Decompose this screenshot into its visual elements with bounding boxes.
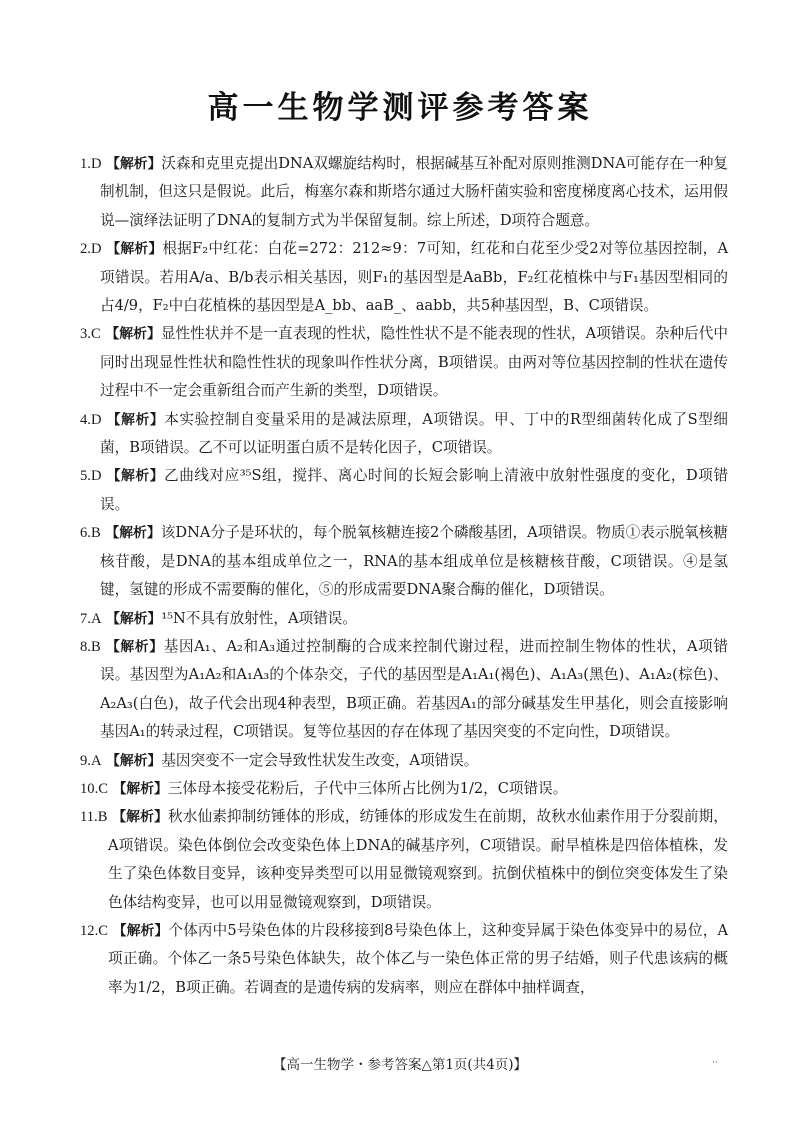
analysis-tag: 【解析】 (112, 809, 169, 826)
answer-list (80, 150, 728, 1002)
answer-text: 三体母本接受花粉后，子代中三体所占比例为1/2，C项错误。 (167, 779, 568, 797)
analysis-tag: 【解析】 (106, 156, 162, 172)
answer-item-3 (80, 320, 728, 405)
answer-text: 个体丙中5号染色体的片段移接到8号染色体上，这种变异属于染色体变异中的易位，A项正确。个体乙一条5号染色体缺失，故个体乙与一染色体正常的男子结婚，则子代患该病的概率为1/2，B项正确。若调查的是遗传病的发病率，则应在群体中抽样调查， (108, 921, 728, 996)
answer-number: 10.C (80, 780, 108, 797)
answer-text: 秋水仙素抑制纺锤体的形成，纺锤体的形成发生在前期，故秋水仙素作用于分裂前期，A项错误。染色体倒位会改变染色体上DNA的碱基序列，C项错误。耐旱植株是四倍体植株，发生了染色体数目变异，该种变异类型可以用显微镜观察到。抗倒伏植株中的倒位突变体发生了染色体结构变异，也可以用显微镜观察到，D项错误。 (108, 808, 729, 911)
answer-item-1 (80, 150, 728, 235)
page-footer: 【高一生物学・参考答案△第1页(共4页)】 (272, 1057, 528, 1073)
answer-item-4 (80, 406, 728, 463)
corner-mark: ·· (712, 1058, 718, 1068)
answer-number: 2.D (80, 241, 102, 258)
answer-item-6 (80, 519, 728, 604)
analysis-tag: 【解析】 (105, 638, 164, 655)
answer-text: 本实验控制自变量采用的是减法原理，A项错误。甲、丁中的R型细菌转化成了S型细菌，B项错误。乙不可以证明蛋白质不是转化因子，C项错误。 (100, 410, 729, 457)
analysis-tag: 【解析】 (112, 780, 168, 797)
answer-number: 8.B (80, 638, 101, 655)
answer-item-5 (80, 462, 728, 519)
analysis-tag: 【解析】 (106, 752, 162, 769)
answer-text: 基因突变不一定会导致性状发生改变，A项错误。 (161, 751, 479, 769)
answer-text: 显性性状并不是一直表现的性状，隐性性状不是不能表现的性状，A项错误。杂种后代中同时出现显性性状和隐性性状的现象叫作性状分离，B项错误。由两对等位基因控制的性状在遗传过程中不一定会重新组合而产生新的类型，D项错误。 (100, 325, 729, 400)
analysis-tag: 【解析】 (112, 922, 169, 939)
answer-text: ¹⁵N不具有放射性，A项错误。 (161, 609, 357, 627)
answer-item-12 (80, 917, 728, 1002)
analysis-tag: 【解析】 (106, 241, 163, 258)
answer-item-10 (80, 775, 728, 803)
answer-number: 4.D (80, 411, 102, 428)
analysis-tag: 【解析】 (105, 326, 161, 343)
answer-text: 该DNA分子是环状的，每个脱氧核糖连接2个磷酸基团，A项错误。物质①表示脱氧核糖核苷酸，是DNA的基本组成单位之一，RNA的基本组成单位是核糖核苷酸，C项错误。④是氢键，氢键的形成不需要酶的催化，⑤的形成需要DNA聚合酶的催化，D项错误。 (100, 524, 729, 599)
answer-number: 3.C (80, 326, 101, 343)
analysis-tag: 【解析】 (106, 468, 165, 485)
answer-item-8 (80, 633, 728, 747)
answer-number: 9.A (80, 752, 102, 769)
answer-item-9 (80, 747, 728, 775)
answer-text: 基因A₁、A₂和A₃通过控制酶的合成来控制代谢过程，进而控制生物体的性状，A项错误。基因型为A₁A₂和A₁A₃的个体杂交，子代的基因型是A₁A₁(褐色)、A₁A₃(黑色)、A₁A₂(棕色)、A₂A₃(白色)，故子代会出现4种表型，B项正确。若基因A₁的部分碱基发生甲基化，则会直接影响基因A₁的转录过程，C项错误。复等位基因的存在体现了基因突变的不定向性，D项错误。 (100, 637, 729, 741)
analysis-tag: 【解析】 (105, 525, 161, 542)
answer-text: 沃森和克里克提出DNA双螺旋结构时，根据碱基互补配对原则推测DNA可能存在一种复制机制，但这只是假说。此后，梅塞尔森和斯塔尔通过大肠杆菌实验和密度梯度离心技术，运用假说—演绎法证明了DNA的复制方式为半保留复制。综上所述，D项符合题意。 (100, 155, 728, 229)
answer-item-7 (80, 605, 728, 633)
answer-text: 根据F₂中红花：白花=272：212≈9：7可知，红花和白花至少受2对等位基因控制，A项错误。若用A/a、B/b表示相关基因，则F₁的基因型是AaBb，F₂红花植株中与F₁基因型相同的占4/9，F₂中白花植株的基因型是A_bb、aaB_、aabb，共5种基因型，B、C项错误。 (100, 240, 729, 315)
answer-number: 6.B (80, 525, 101, 542)
answer-item-11 (80, 803, 728, 917)
answer-number: 1.D (80, 156, 102, 172)
analysis-tag: 【解析】 (106, 610, 162, 627)
answer-number: 5.D (80, 468, 102, 485)
page-title: 高一生物学测评参考答案 (207, 90, 593, 126)
answer-number: 11.B (80, 809, 108, 826)
answer-number: 12.C (80, 922, 108, 939)
answer-text: 乙曲线对应³⁵S组，搅拌、离心时间的长短会影响上清液中放射性强度的变化，D项错误。 (100, 467, 729, 513)
answer-number: 7.A (80, 610, 102, 627)
answer-item-2 (80, 235, 728, 320)
analysis-tag: 【解析】 (106, 411, 165, 428)
